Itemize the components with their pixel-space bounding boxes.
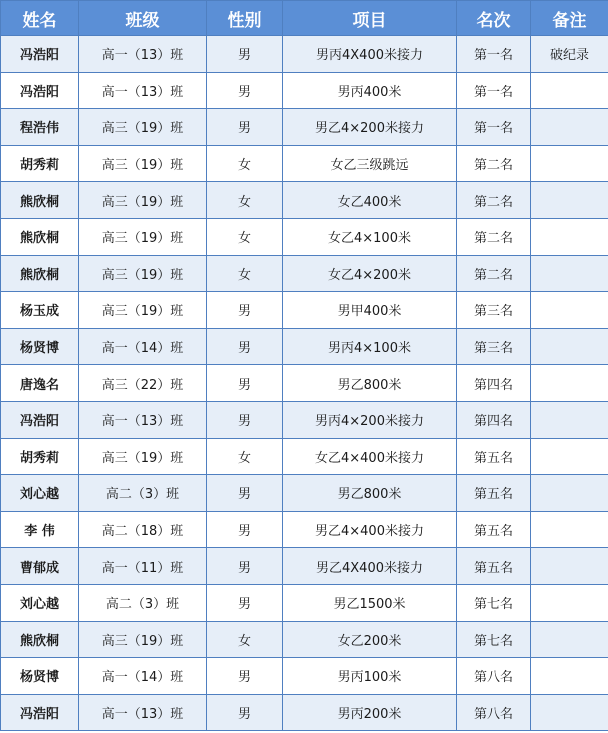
- table-row: [1, 255, 608, 292]
- cell-rank: 第五名: [457, 511, 531, 548]
- cell-name: 胡秀莉: [1, 145, 79, 182]
- table-row: [1, 548, 608, 585]
- cell-name: 杨贤博: [1, 328, 79, 365]
- cell-note: [531, 109, 608, 146]
- cell-name: 刘心越: [1, 584, 79, 621]
- cell-note: [531, 475, 608, 512]
- cell-event: 男甲400米: [283, 292, 457, 329]
- cell-rank: 第七名: [457, 621, 531, 658]
- cell-class: 高二（3）班: [79, 584, 207, 621]
- cell-name: 杨贤博: [1, 658, 79, 695]
- cell-note: [531, 292, 608, 329]
- cell-rank: 第七名: [457, 584, 531, 621]
- table-row: [1, 218, 608, 255]
- cell-gender: 男: [207, 511, 283, 548]
- cell-event: 男乙4×400米接力: [283, 511, 457, 548]
- table-row: [1, 658, 608, 695]
- cell-note: 破纪录: [531, 36, 608, 73]
- cell-gender: 女: [207, 218, 283, 255]
- cell-note: [531, 218, 608, 255]
- header-gender: 性别: [207, 1, 283, 36]
- cell-event: 男乙800米: [283, 365, 457, 402]
- cell-event: 男乙4X400米接力: [283, 548, 457, 585]
- cell-note: [531, 328, 608, 365]
- cell-class: 高三（19）班: [79, 438, 207, 475]
- cell-name: 唐逸名: [1, 365, 79, 402]
- cell-gender: 男: [207, 548, 283, 585]
- cell-name: 冯浩阳: [1, 401, 79, 438]
- cell-rank: 第四名: [457, 365, 531, 402]
- cell-class: 高一（13）班: [79, 694, 207, 731]
- table-row: [1, 438, 608, 475]
- table-row: [1, 182, 608, 219]
- cell-class: 高三（19）班: [79, 292, 207, 329]
- cell-note: [531, 255, 608, 292]
- cell-event: 男丙4×100米: [283, 328, 457, 365]
- cell-class: 高三（22）班: [79, 365, 207, 402]
- cell-class: 高三（19）班: [79, 109, 207, 146]
- cell-name: 曹郁成: [1, 548, 79, 585]
- cell-event: 女乙4×400米接力: [283, 438, 457, 475]
- cell-name: 刘心越: [1, 475, 79, 512]
- cell-note: [531, 365, 608, 402]
- cell-gender: 男: [207, 328, 283, 365]
- cell-class: 高三（19）班: [79, 255, 207, 292]
- cell-gender: 男: [207, 401, 283, 438]
- header-class: 班级: [79, 1, 207, 36]
- cell-name: 杨玉成: [1, 292, 79, 329]
- cell-gender: 女: [207, 145, 283, 182]
- table-row: [1, 36, 608, 73]
- cell-rank: 第五名: [457, 548, 531, 585]
- header-note: 备注: [531, 1, 608, 36]
- cell-rank: 第一名: [457, 109, 531, 146]
- cell-rank: 第二名: [457, 255, 531, 292]
- cell-gender: 男: [207, 365, 283, 402]
- cell-rank: 第二名: [457, 145, 531, 182]
- header-row: [1, 1, 608, 36]
- cell-class: 高二（18）班: [79, 511, 207, 548]
- cell-gender: 女: [207, 182, 283, 219]
- cell-rank: 第五名: [457, 475, 531, 512]
- cell-gender: 男: [207, 584, 283, 621]
- cell-gender: 女: [207, 621, 283, 658]
- cell-class: 高一（11）班: [79, 548, 207, 585]
- cell-rank: 第五名: [457, 438, 531, 475]
- table-row: [1, 292, 608, 329]
- cell-rank: 第四名: [457, 401, 531, 438]
- cell-rank: 第二名: [457, 218, 531, 255]
- cell-note: [531, 438, 608, 475]
- cell-gender: 男: [207, 292, 283, 329]
- cell-name: 冯浩阳: [1, 72, 79, 109]
- cell-rank: 第三名: [457, 292, 531, 329]
- cell-note: [531, 145, 608, 182]
- cell-rank: 第一名: [457, 36, 531, 73]
- cell-event: 男丙400米: [283, 72, 457, 109]
- table-row: [1, 145, 608, 182]
- header-rank: 名次: [457, 1, 531, 36]
- cell-name: 熊欣桐: [1, 255, 79, 292]
- cell-event: 女乙200米: [283, 621, 457, 658]
- table-row: [1, 584, 608, 621]
- cell-gender: 男: [207, 694, 283, 731]
- table-row: [1, 511, 608, 548]
- cell-rank: 第八名: [457, 694, 531, 731]
- cell-class: 高一（13）班: [79, 72, 207, 109]
- cell-rank: 第三名: [457, 328, 531, 365]
- table-row: [1, 72, 608, 109]
- cell-gender: 男: [207, 72, 283, 109]
- cell-name: 程浩伟: [1, 109, 79, 146]
- table-row: [1, 694, 608, 731]
- cell-name: 冯浩阳: [1, 36, 79, 73]
- cell-class: 高一（13）班: [79, 401, 207, 438]
- cell-name: 熊欣桐: [1, 182, 79, 219]
- cell-note: [531, 658, 608, 695]
- cell-note: [531, 401, 608, 438]
- cell-rank: 第二名: [457, 182, 531, 219]
- cell-name: 胡秀莉: [1, 438, 79, 475]
- cell-note: [531, 621, 608, 658]
- cell-gender: 男: [207, 475, 283, 512]
- cell-name: 冯浩阳: [1, 694, 79, 731]
- cell-note: [531, 72, 608, 109]
- cell-event: 女乙4×100米: [283, 218, 457, 255]
- cell-class: 高一（14）班: [79, 658, 207, 695]
- cell-event: 女乙三级跳远: [283, 145, 457, 182]
- cell-note: [531, 694, 608, 731]
- cell-class: 高一（14）班: [79, 328, 207, 365]
- cell-name: 熊欣桐: [1, 621, 79, 658]
- cell-gender: 男: [207, 109, 283, 146]
- table-row: [1, 475, 608, 512]
- cell-gender: 女: [207, 438, 283, 475]
- cell-note: [531, 548, 608, 585]
- cell-class: 高一（13）班: [79, 36, 207, 73]
- cell-class: 高二（3）班: [79, 475, 207, 512]
- cell-event: 男乙4×200米接力: [283, 109, 457, 146]
- cell-name: 熊欣桐: [1, 218, 79, 255]
- table-row: [1, 365, 608, 402]
- cell-event: 女乙400米: [283, 182, 457, 219]
- cell-event: 男乙1500米: [283, 584, 457, 621]
- cell-event: 男丙4×200米接力: [283, 401, 457, 438]
- cell-gender: 男: [207, 658, 283, 695]
- cell-rank: 第八名: [457, 658, 531, 695]
- cell-class: 高三（19）班: [79, 145, 207, 182]
- cell-event: 男乙800米: [283, 475, 457, 512]
- cell-class: 高三（19）班: [79, 218, 207, 255]
- table-row: [1, 109, 608, 146]
- table-row: [1, 328, 608, 365]
- cell-gender: 男: [207, 36, 283, 73]
- header-event: 项目: [283, 1, 457, 36]
- table-body: [1, 36, 608, 731]
- cell-note: [531, 584, 608, 621]
- cell-event: 女乙4×200米: [283, 255, 457, 292]
- cell-class: 高三（19）班: [79, 621, 207, 658]
- cell-gender: 女: [207, 255, 283, 292]
- cell-event: 男丙4X400米接力: [283, 36, 457, 73]
- table-row: [1, 621, 608, 658]
- cell-rank: 第一名: [457, 72, 531, 109]
- cell-event: 男丙200米: [283, 694, 457, 731]
- cell-class: 高三（19）班: [79, 182, 207, 219]
- cell-name: 李 伟: [1, 511, 79, 548]
- header-name: 姓名: [1, 1, 79, 36]
- cell-event: 男丙100米: [283, 658, 457, 695]
- cell-note: [531, 511, 608, 548]
- table-row: [1, 401, 608, 438]
- cell-note: [531, 182, 608, 219]
